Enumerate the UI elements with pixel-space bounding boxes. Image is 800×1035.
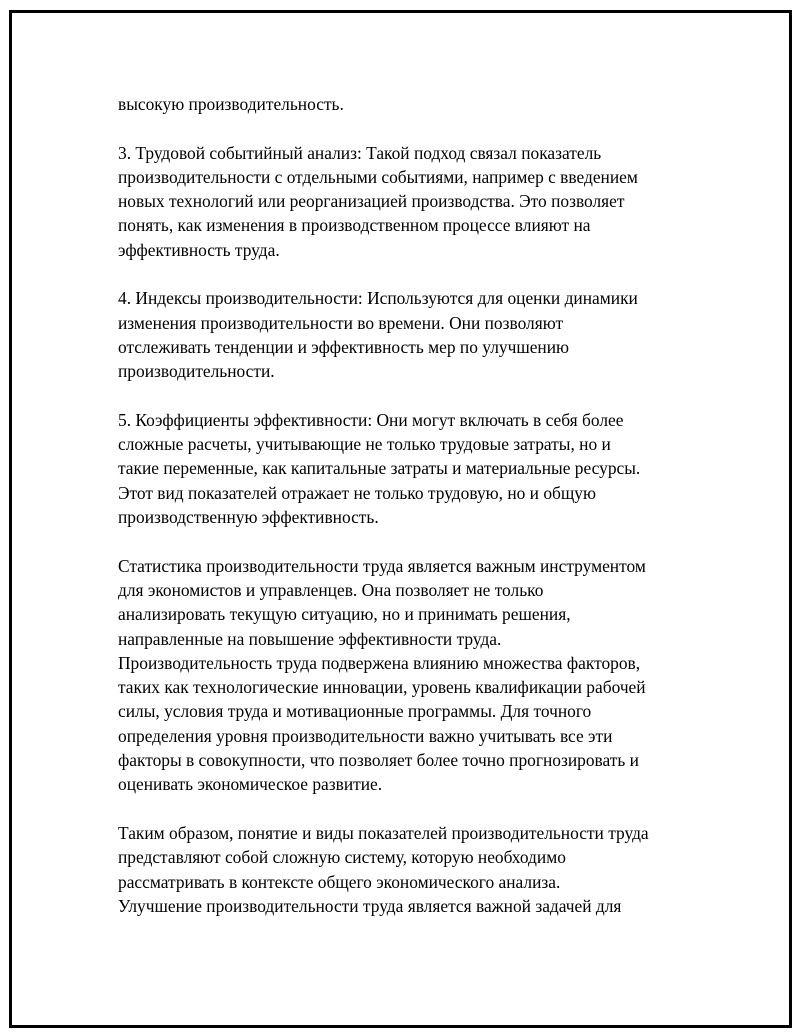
paragraph-conclusion: Таким образом, понятие и виды показателей производительности труда представляют собой сложную систему, которую необходимо рассматривать в контексте общего экономического анализа. Улучшение производительности труда является важной задачей для bbox=[118, 822, 649, 916]
document-body bbox=[118, 92, 693, 918]
paragraph-labor-event-analysis: 3. Трудовой событийный анализ: Такой подход связал показатель производительности с отдельными событиями, например с введением новых технологий или реорганизацией производства. Это позволяет понять, как изменения в производственном процессе влияют на эффективность труда. bbox=[118, 142, 638, 260]
paragraph-efficiency-coefficients: 5. Коэффициенты эффективности: Они могут включать в себя более сложные расчеты, учитывающие не только трудовые затраты, но и такие переменные, как капитальные затраты и материальные ресурсы. Этот вид показателей отражает не только трудовую, но и общую производственную эффективность. bbox=[118, 409, 641, 528]
paragraph-productivity-statistics: Статистика производительности труда является важным инструментом для экономистов и управленцев. Она позволяет не только анализировать текущую ситуацию, но и принимать решения, направленные на повышение эффективности труда. Производительность труда подвержена влиянию множества факторов, таких как технологические инновации, уровень квалификации рабочей силы, условия труда и мотивационные программы. Для точного определения уровня производительности важно учитывать все эти факторы в совокупности, что позволяет более точно прогнозировать и оценивать экономическое развитие. bbox=[118, 555, 646, 795]
paragraph-productivity-indices: 4. Индексы производительности: Используются для оценки динамики изменения производительности во времени. Они позволяют отслеживать тенденции и эффективность мер по улучшению производительности. bbox=[118, 288, 638, 382]
paragraph-continuation: высокую производительность. bbox=[118, 94, 344, 114]
